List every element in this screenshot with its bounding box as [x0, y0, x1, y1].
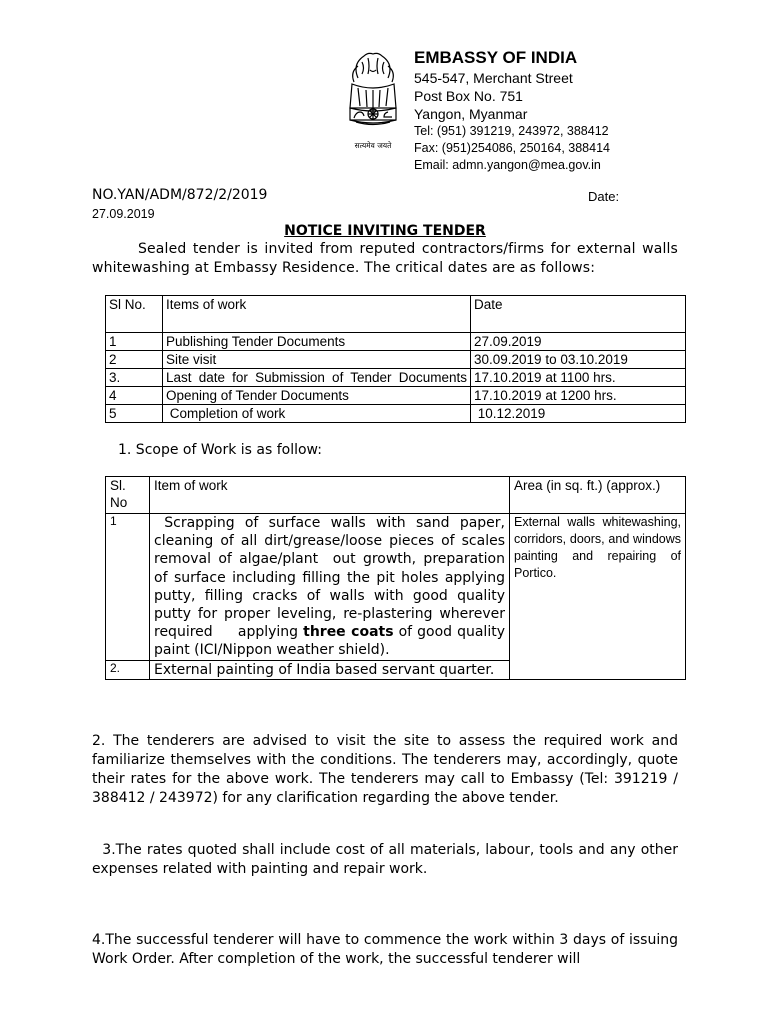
scope-heading: 1. Scope of Work is as follow: [118, 442, 322, 458]
email-line: Email: admn.yangon@mea.gov.in [414, 158, 601, 172]
row-item: External painting of India based servant quarter. [150, 660, 510, 679]
address-line-2: Post Box No. 751 [414, 88, 523, 104]
address-line-1: 545-547, Merchant Street [414, 70, 573, 86]
row-number: 2. [106, 660, 150, 679]
item-bold-text: three coats [303, 624, 394, 641]
embassy-address-block [414, 48, 610, 174]
scope-of-work-table [105, 476, 686, 680]
row-number: 4 [106, 387, 163, 405]
row-item: Opening of Tender Documents [163, 387, 471, 405]
row-number: 2 [106, 351, 163, 369]
row-date: 17.10.2019 at 1200 hrs. [471, 387, 686, 405]
row-number: 3. [106, 369, 163, 387]
header-sl-no: Sl. No [106, 477, 150, 514]
row-item: Last date for Submission of Tender Documents [163, 369, 471, 387]
row-date: 17.10.2019 at 1100 hrs. [471, 369, 686, 387]
row-number: 5 [106, 405, 163, 423]
header-sl-no: Sl No. [106, 296, 163, 333]
table-row [106, 351, 686, 369]
paragraph-4: 4.The successful tenderer will have to commence the work within 3 days of issuing Work Order. After completion of the work, the successful tenderer will [92, 932, 678, 967]
table-header-row [106, 296, 686, 333]
telephone-line: Tel: (951) 391219, 243972, 388412 [414, 124, 609, 138]
date-label: Date: [588, 189, 620, 204]
notice-title: NOTICE INVITING TENDER [284, 223, 486, 239]
header-area: Area (in sq. ft.) (approx.) [510, 477, 686, 514]
table-row [106, 369, 686, 387]
header-item-of-work: Item of work [150, 477, 510, 514]
row-number: 1 [106, 514, 150, 661]
fax-line: Fax: (951)254086, 250164, 388414 [414, 141, 610, 155]
header-items-of-work: Items of work [163, 296, 471, 333]
table-row [106, 514, 686, 661]
row-item: Completion of work [163, 405, 471, 423]
header-date: Date [471, 296, 686, 333]
row-number: 1 [106, 333, 163, 351]
intro-paragraph: Sealed tender is invited from reputed contractors/firms for external walls whitewashing at Embassy Residence. The critical dates are as follows: [92, 241, 678, 276]
row-item [150, 514, 510, 661]
area-description: External walls whitewashing, corridors, doors, and windows painting and repairing of Portico. [510, 514, 686, 680]
critical-dates-table [105, 295, 686, 423]
row-item: Publishing Tender Documents [163, 333, 471, 351]
row-date: 30.09.2019 to 03.10.2019 [471, 351, 686, 369]
item-text: Scrapping of surface walls with sand paper, cleaning of all dirt/grease/loose pieces of scales removal of algae/plant out growth, preparation of surface including filling the pit holes applying putty, filling cracks of walls with good quality putty for proper leveling, re-plastering wherever required applying [154, 515, 510, 641]
emblem-motto: सत्यमेव जयते [354, 141, 392, 150]
paragraph-3: 3.The rates quoted shall include cost of all materials, labour, tools and any other expenses related with painting and repair work. [92, 842, 683, 877]
row-item: Site visit [163, 351, 471, 369]
embassy-name: EMBASSY OF INDIA [414, 48, 578, 67]
table-row [106, 405, 686, 423]
item-text: of good quality paint (ICI/Nippon weather shield). [154, 624, 505, 659]
row-date: 27.09.2019 [471, 333, 686, 351]
reference-number: NO.YAN/ADM/872/2/2019 [92, 187, 268, 203]
table-row [106, 333, 686, 351]
date-value: 27.09.2019 [92, 207, 155, 221]
paragraph-2: 2. The tenderers are advised to visit the site to assess the required work and familiarize themselves with the conditions. The tenderers may, accordingly, quote their rates for the above work. The tenderers may call to Embassy (Tel: 391219 / 388412 / 243972) for any clarification regarding the above tender. [92, 733, 678, 806]
table-row [106, 387, 686, 405]
ashoka-emblem-icon [340, 48, 406, 152]
row-date: 10.12.2019 [471, 405, 686, 423]
table-header-row [106, 477, 686, 514]
address-line-3: Yangon, Myanmar [414, 106, 528, 122]
